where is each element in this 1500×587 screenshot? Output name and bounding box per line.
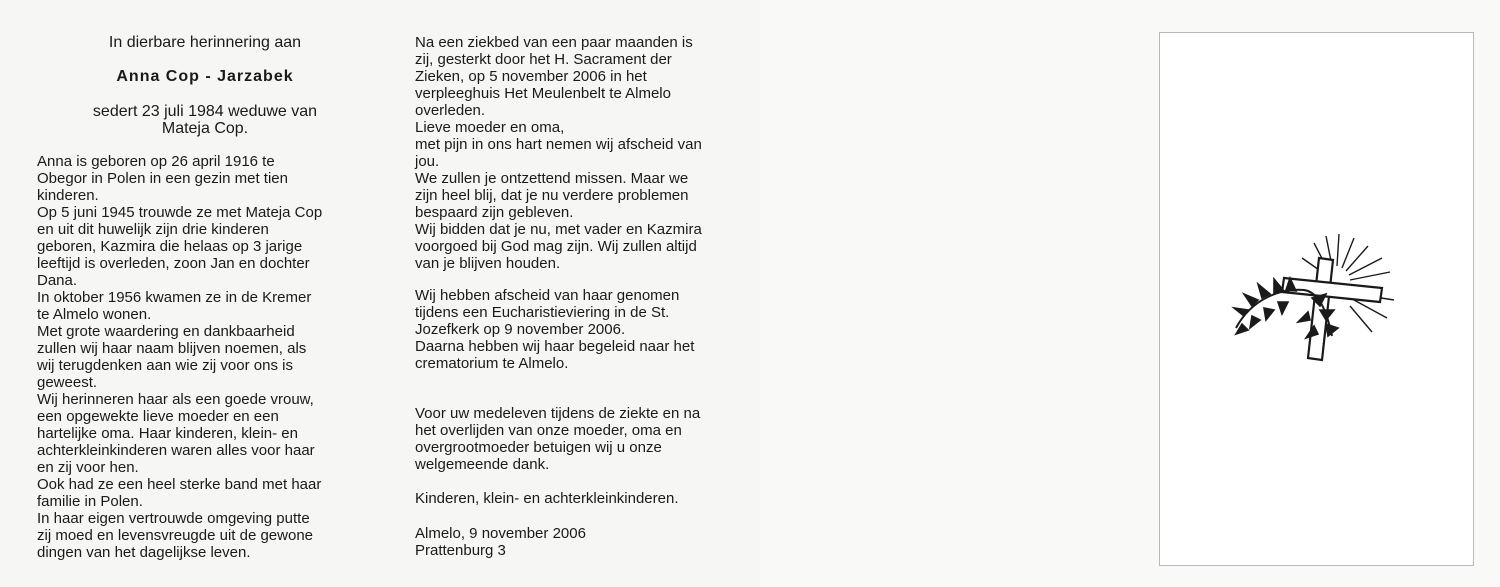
- service-paragraph: Wij hebben afscheid van haar genomen tijdens een Eucharistieviering in de St. Jozefkerk op 9 november 2006. Daarna hebben wij haar begeleid naar het crematorium te Almelo.: [415, 287, 695, 372]
- cross-with-palm-icon: [1222, 228, 1402, 368]
- thanks-block: [415, 405, 745, 473]
- place-date-block: [415, 525, 745, 559]
- deceased-name: Anna Cop - Jarzabek: [116, 68, 294, 85]
- biography-text: [37, 153, 367, 561]
- passing-paragraph: Na een ziekbed van een paar maanden is zij, gesterkt door het H. Sacrament der Zieken, op 5 november 2006 in het verpleeghuis Het Meulenbelt te Almelo overleden. Lieve moeder en oma, met pijn in ons hart nemen wij afscheid van jou. We zullen je ontzettend missen. Maar we zijn heel blij, dat je nu verdere problemen bespaard zijn gebleven. Wij bidden dat je nu, met vader en Kazmira voorgoed bij God mag zijn. Wij zullen altijd van je blijven houden.: [415, 34, 702, 272]
- biography-paragraph: Anna is geboren op 26 april 1916 te Obegor in Polen in een gezin met tien kinderen. Op 5 juni 1945 trouwde ze met Mateja Cop en uit dit huwelijk zijn drie kinderen geboren, Kazmira die helaas op 3 jarige leeftijd is overleden, zoon Jan en dochter Dana. In oktober 1956 kwamen ze in de Kremer te Almelo wonen. Met grote waardering en dankbaarheid zullen wij haar naam blijven noemen, als wij terugdenken aan wie zij voor ons is geweest. Wij herinneren haar als een goede vrouw, een opgewekte lieve moeder en een hartelijke oma. Haar kinderen, klein- en achterkleinkinderen waren alles voor haar en zij voor hen. Ook had ze een heel sterke band met haar familie in Polen. In haar eigen vertrouwde omgeving putte zij moed en levensvreugde uit de gewone dingen van het dagelijkse leven.: [37, 153, 323, 561]
- family-block: [415, 490, 745, 507]
- service-block: [415, 287, 745, 372]
- family-signature: Kinderen, klein- en achterkleinkinderen.: [415, 490, 679, 507]
- place-date-address: Almelo, 9 november 2006 Prattenburg 3: [415, 525, 586, 559]
- intro-line: In dierbare herinnering aan: [108, 34, 302, 51]
- widow-line-1: sedert 23 juli 1984 weduwe van: [92, 103, 318, 120]
- widow-line-2: Mateja Cop.: [161, 120, 249, 137]
- farewell-column: [415, 34, 745, 272]
- thanks-paragraph: Voor uw medeleven tijdens de ziekte en na het overlijden van onze moeder, oma en overgrootmoeder betuigen wij u onze welgemeende dank.: [415, 405, 701, 473]
